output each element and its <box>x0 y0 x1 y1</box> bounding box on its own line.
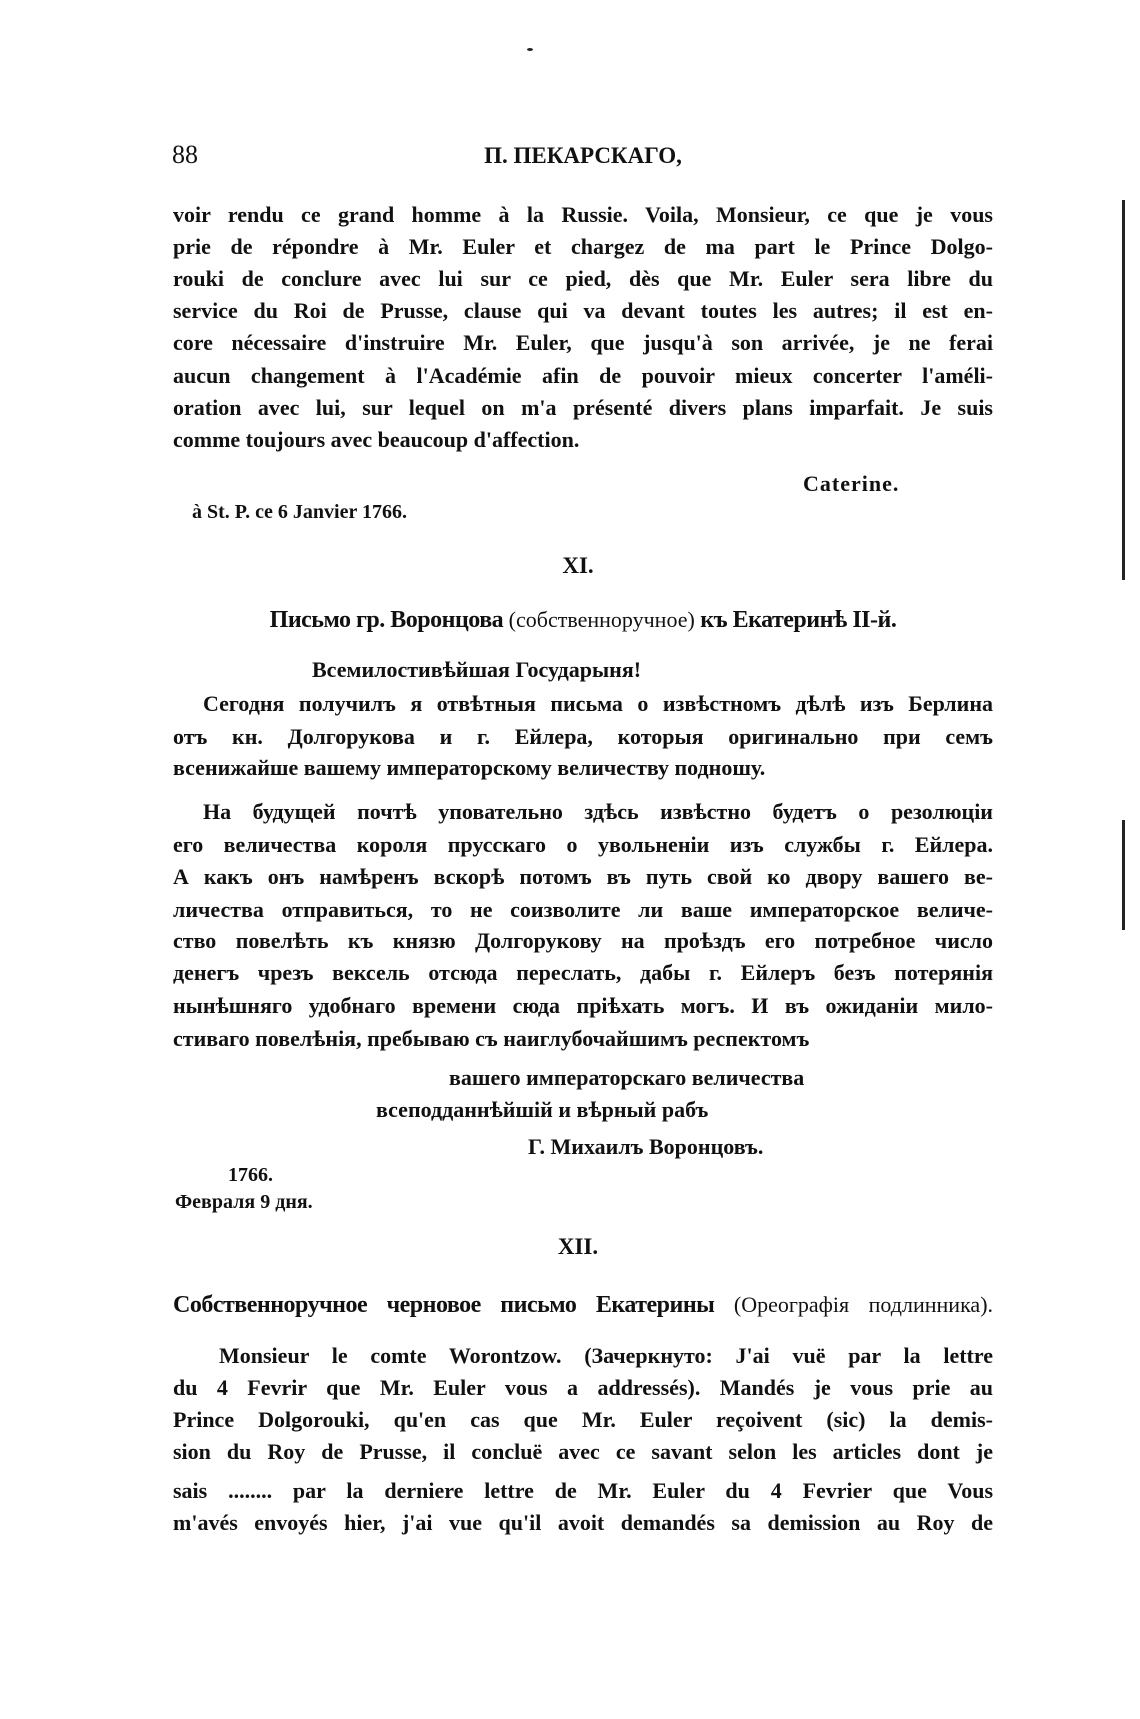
section-numeral: XII. <box>557 1234 599 1259</box>
letter-date: à St. P. ce 6 Janvier 1766. <box>192 501 407 523</box>
text-line: личества отправиться, то не соизволите ли ваше императорское величе- <box>173 897 993 922</box>
text-line: sais ........ par la derniere lettre de Mr. Euler du 4 Fevrier que Vous <box>173 1478 993 1503</box>
title-bold: Собственноручное черновое письмо Екатерины <box>173 1292 715 1318</box>
salutation: Всемилостивѣйшая Государыня! <box>312 657 642 682</box>
text-line: prie de répondre à Mr. Euler et chargez de ma part le Prince Dolgo- <box>173 234 993 259</box>
text-line: нынѣшняго удобнаго времени сюда пріѣхать могъ. И въ ожиданіи мило- <box>173 993 993 1018</box>
text-line: Monsieur le comte Worontzow. (Зачеркнуто: J'ai vuë par la lettre <box>219 1343 993 1368</box>
text-line: sion du Roy de Prusse, il concluë avec ce savant selon les articles dont je <box>173 1439 993 1464</box>
text-line: ство повелѣть къ князю Долгорукову на проѣздъ его потребное число <box>173 928 993 953</box>
text-line: service du Roi de Prusse, clause qui va devant toutes les autres; il est en- <box>173 298 993 323</box>
section-title <box>173 1290 993 1320</box>
page-number: 88 <box>172 140 198 169</box>
text-line: comme toujours avec beaucoup d'affection. <box>173 427 580 452</box>
section-numeral: XI. <box>562 553 594 578</box>
text-line: Сегодня получилъ я отвѣтныя письма о извѣстномъ дѣлѣ изъ Берлина <box>203 691 993 716</box>
title-bold: къ Екатеринѣ II-й. <box>700 607 897 633</box>
text-line: На будущей почтѣ уповательно здѣсь извѣстно будетъ о резолюціи <box>203 799 993 824</box>
closing-line: вашего императорскаго величества <box>449 1065 805 1090</box>
signature: Caterine. <box>803 471 900 496</box>
section-title <box>173 605 993 635</box>
closing-line: всеподданнѣйшій и вѣрный рабъ <box>376 1097 709 1122</box>
text-line: du 4 Fevrir que Mr. Euler vous a addressés). Mandés je vous prie au <box>173 1375 993 1400</box>
text-line: его величества короля прусскаго о увольненіи изъ службы г. Ейлера. <box>173 832 993 857</box>
text-line: Prince Dolgorouki, qu'en cas que Mr. Euler reçoivent (sic) la demis- <box>173 1407 993 1432</box>
title-regular: (Ореографія подлинника). <box>733 1292 994 1317</box>
text-line: aucun changement à l'Académie afin de pouvoir mieux concerter l'améli- <box>173 363 993 388</box>
text-line: oration avec lui, sur lequel on m'a présenté divers plans imparfait. Je suis <box>173 395 993 420</box>
date-day: Февраля 9 дня. <box>175 1191 313 1213</box>
date-year: 1766. <box>228 1164 273 1186</box>
text-line: core nécessaire d'instruire Mr. Euler, que jusqu'à son arrivée, je ne ferai <box>173 330 993 355</box>
text-line: А какъ онъ намѣренъ вскорѣ потомъ въ путь свой ко двору вашего ве- <box>173 864 993 889</box>
text-line: денегъ чрезъ вексель отсюда переслать, дабы г. Ейлеръ безъ потерянія <box>173 960 993 985</box>
text-line: всенижайше вашему императорскому величеству подношу. <box>173 755 766 780</box>
title-regular: (собственноручное) <box>508 607 695 632</box>
text-line: voir rendu ce grand homme à la Russie. Voila, Monsieur, ce que je vous <box>173 202 993 227</box>
text-line: rouki de conclure avec lui sur ce pied, dès que Mr. Euler sera libre du <box>173 266 993 291</box>
text-line: стиваго повелѣнія, пребываю съ наиглубочайшимъ респектомъ <box>173 1026 810 1051</box>
title-bold: Письмо гр. Воронцова <box>269 607 504 633</box>
ink-speck <box>527 48 533 51</box>
signature: Г. Михаилъ Воронцовъ. <box>528 1134 764 1159</box>
running-title: П. ПЕКАРСКАГО, <box>484 143 682 168</box>
text-line: отъ кн. Долгорукова и г. Ейлера, которыя оригинально при семъ <box>173 724 993 749</box>
text-line: m'avés envoyés hier, j'ai vue qu'il avoit demandés sa demission au Roy de <box>173 1510 993 1535</box>
scan-edge <box>1122 200 1125 580</box>
scan-edge <box>1122 820 1125 930</box>
